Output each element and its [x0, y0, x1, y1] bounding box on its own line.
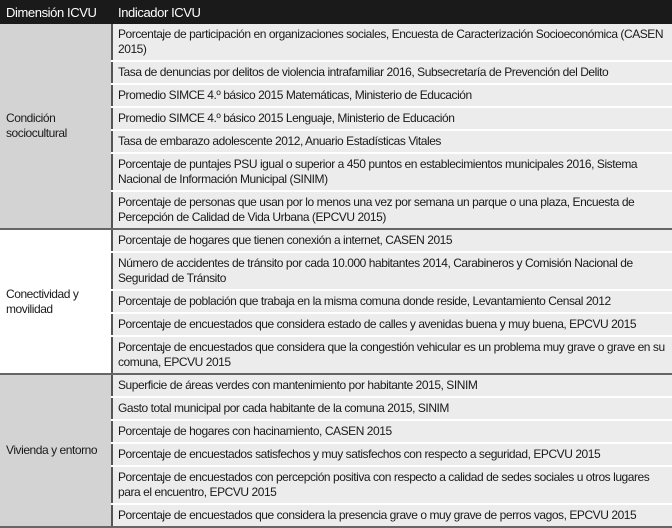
indicator-cell: Porcentaje de participación en organizaciones sociales, Encuesta de Caracterización Socioeconómica (CASEN 2015) — [112, 24, 672, 61]
indicator-cell: Superficie de áreas verdes con mantenimiento por habitante 2015, SINIM — [112, 374, 672, 397]
indicator-cell: Porcentaje de puntajes PSU igual o superior a 450 puntos en establecimientos municipales 2016, Sistema Nacional de Información Municipal (SINIM) — [112, 153, 672, 191]
table-row — [0, 24, 672, 61]
header-dimension: Dimensión ICVU — [0, 0, 112, 24]
indicator-cell: Gasto total municipal por cada habitante de la comuna 2015, SINIM — [112, 397, 672, 420]
dimension-cell: Vivienda y entorno — [0, 374, 112, 527]
indicator-cell: Porcentaje de hogares con hacinamiento, CASEN 2015 — [112, 420, 672, 443]
indicator-cell: Número de accidentes de tránsito por cada 10.000 habitantes 2014, Carabineros y Comisión Nacional de Seguridad de Tránsito — [112, 252, 672, 290]
dimension-cell: Condición sociocultural — [0, 24, 112, 229]
header-row — [0, 0, 672, 24]
indicator-cell: Porcentaje de encuestados que considera que la congestión vehicular es un problema muy grave o grave en su comuna, EPCVU 2015 — [112, 336, 672, 374]
indicator-cell: Porcentaje de encuestados que considera la presencia grave o muy grave de perros vagos, EPCVU 2015 — [112, 504, 672, 527]
indicator-cell: Promedio SIMCE 4.º básico 2015 Matemáticas, Ministerio de Educación — [112, 84, 672, 107]
table-row — [0, 229, 672, 252]
indicator-cell: Tasa de denuncias por delitos de violencia intrafamiliar 2016, Subsecretaría de Prevención del Delito — [112, 61, 672, 84]
indicator-cell: Porcentaje de población que trabaja en la misma comuna donde reside, Levantamiento Censal 2012 — [112, 290, 672, 313]
indicator-cell: Porcentaje de personas que usan por lo menos una vez por semana un parque o una plaza, Encuesta de Percepción de Calidad de Vida Urbana (EPCVU 2015) — [112, 191, 672, 229]
table-row — [0, 374, 672, 397]
indicator-cell: Porcentaje de encuestados satisfechos y muy satisfechos con respecto a seguridad, EPCVU 2015 — [112, 443, 672, 466]
indicator-cell: Porcentaje de encuestados que considera estado de calles y avenidas buena y muy buena, EPCVU 2015 — [112, 313, 672, 336]
indicator-cell: Porcentaje de encuestados con percepción positiva con respecto a calidad de sedes sociales u otros lugares para el encuentro, EPCVU 2015 — [112, 466, 672, 504]
indicator-cell: Porcentaje de hogares que tienen conexión a internet, CASEN 2015 — [112, 229, 672, 252]
header-indicator: Indicador ICVU — [112, 0, 672, 24]
indicator-cell: Promedio SIMCE 4.º básico 2015 Lenguaje, Ministerio de Educación — [112, 107, 672, 130]
dimension-cell: Conectividad y movilidad — [0, 229, 112, 374]
indicator-cell: Tasa de embarazo adolescente 2012, Anuario Estadísticas Vitales — [112, 130, 672, 153]
